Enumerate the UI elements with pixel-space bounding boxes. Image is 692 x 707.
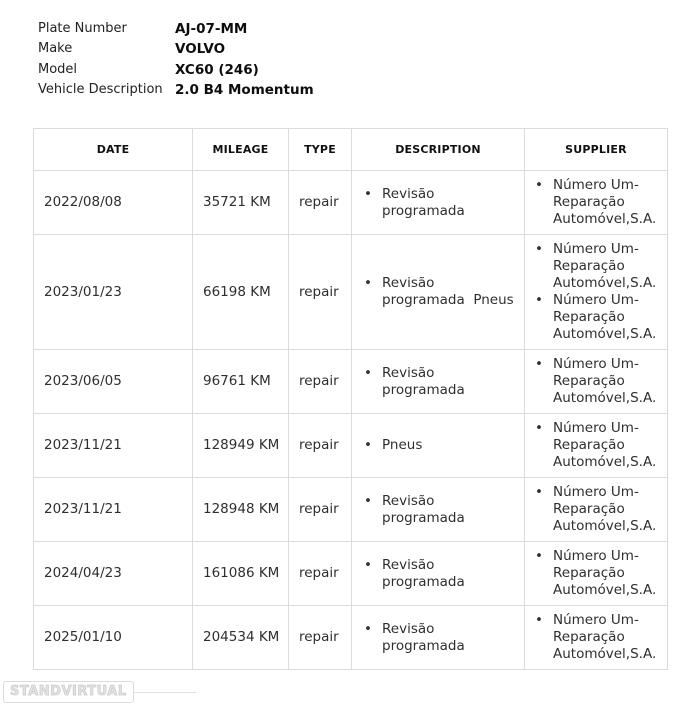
- description-item: [356, 365, 516, 399]
- cell-type: repair: [289, 542, 352, 606]
- cell-date: 2022/08/08: [34, 171, 193, 235]
- supplier-item-text: Número Um-Reparação Automóvel,S.A.: [553, 420, 657, 470]
- description-item: [356, 621, 516, 655]
- cell-date: 2023/06/05: [34, 350, 193, 414]
- description-item-text: Pneus: [382, 437, 423, 453]
- vehicle-field-model: [38, 60, 314, 80]
- supplier-item-text: Número Um-Reparação Automóvel,S.A.: [553, 241, 657, 291]
- table-row: [34, 606, 668, 670]
- cell-supplier: [525, 542, 668, 606]
- cell-type: repair: [289, 478, 352, 542]
- cell-type: repair: [289, 350, 352, 414]
- supplier-item: [529, 292, 663, 343]
- cell-mileage: 35721 KM: [193, 171, 289, 235]
- cell-description: [352, 542, 525, 606]
- description-item-list: [356, 365, 516, 399]
- supplier-item-text: Número Um-Reparação Automóvel,S.A.: [553, 177, 657, 227]
- field-label: Make: [38, 41, 73, 57]
- field-value: VOLVO: [175, 41, 226, 58]
- table-row: [34, 235, 668, 350]
- column-header-description: DESCRIPTION: [352, 129, 525, 171]
- column-header-date: DATE: [34, 129, 193, 171]
- description-item-list: [356, 621, 516, 655]
- cell-description: [352, 235, 525, 350]
- supplier-item: [529, 356, 663, 407]
- supplier-item-list: [529, 548, 663, 599]
- supplier-item-text: Número Um-Reparação Automóvel,S.A.: [553, 484, 657, 534]
- vehicle-field-vehicle-description: [38, 80, 314, 100]
- cell-description: [352, 606, 525, 670]
- description-item: [356, 437, 516, 454]
- field-value: 2.0 B4 Momentum: [175, 81, 314, 98]
- cell-type: repair: [289, 235, 352, 350]
- supplier-item: [529, 177, 663, 228]
- column-header-mileage: MILEAGE: [193, 129, 289, 171]
- supplier-item: [529, 548, 663, 599]
- cell-mileage: 96761 KM: [193, 350, 289, 414]
- table-row: [34, 171, 668, 235]
- standvirtual-logo: STANDVIRTUAL: [3, 681, 134, 703]
- description-item: [356, 186, 516, 220]
- supplier-item: [529, 241, 663, 292]
- supplier-item-text: Número Um-Reparação Automóvel,S.A.: [553, 356, 657, 406]
- supplier-item-list: [529, 241, 663, 343]
- description-item-text: Revisão programada: [382, 185, 465, 219]
- cell-description: [352, 350, 525, 414]
- cell-description: [352, 478, 525, 542]
- cell-date: 2023/01/23: [34, 235, 193, 350]
- supplier-item-list: [529, 177, 663, 228]
- cell-mileage: 66198 KM: [193, 235, 289, 350]
- field-value: XC60 (246): [175, 61, 259, 78]
- table-row: [34, 414, 668, 478]
- supplier-item-list: [529, 420, 663, 471]
- table-row: [34, 542, 668, 606]
- vehicle-info: [38, 19, 314, 100]
- cell-type: repair: [289, 414, 352, 478]
- cell-supplier: [525, 235, 668, 350]
- service-history-table: [33, 128, 668, 670]
- cell-mileage: 161086 KM: [193, 542, 289, 606]
- watermark-line: [134, 692, 196, 693]
- description-item-list: [356, 437, 516, 454]
- watermark: [3, 681, 196, 703]
- column-header-supplier: SUPPLIER: [525, 129, 668, 171]
- cell-type: repair: [289, 606, 352, 670]
- cell-mileage: 128949 KM: [193, 414, 289, 478]
- description-item-list: [356, 186, 516, 220]
- supplier-item: [529, 420, 663, 471]
- cell-date: 2023/11/21: [34, 478, 193, 542]
- description-item-text: Revisão programada: [382, 620, 465, 654]
- cell-supplier: [525, 414, 668, 478]
- description-item: [356, 493, 516, 527]
- cell-description: [352, 414, 525, 478]
- description-item-text: Revisão programada: [382, 364, 465, 398]
- cell-date: 2024/04/23: [34, 542, 193, 606]
- field-label: Vehicle Description: [38, 81, 163, 97]
- supplier-item: [529, 484, 663, 535]
- description-item-list: [356, 275, 516, 309]
- field-value: AJ-07-MM: [175, 21, 248, 37]
- supplier-item-list: [529, 612, 663, 663]
- cell-supplier: [525, 606, 668, 670]
- cell-date: 2025/01/10: [34, 606, 193, 670]
- table-header-row: [34, 129, 668, 171]
- description-item-list: [356, 493, 516, 527]
- supplier-item-list: [529, 484, 663, 535]
- field-label: Model: [38, 61, 78, 77]
- description-item-text: Revisão programada: [382, 492, 465, 526]
- description-item-list: [356, 557, 516, 591]
- cell-supplier: [525, 350, 668, 414]
- table-row: [34, 350, 668, 414]
- cell-supplier: [525, 478, 668, 542]
- description-item-text: Revisão programada: [382, 556, 465, 590]
- description-item: [356, 275, 516, 309]
- supplier-item: [529, 612, 663, 663]
- cell-description: [352, 171, 525, 235]
- cell-type: repair: [289, 171, 352, 235]
- cell-date: 2023/11/21: [34, 414, 193, 478]
- vehicle-field-plate-number: [38, 19, 314, 39]
- supplier-item-text: Número Um-Reparação Automóvel,S.A.: [553, 548, 657, 598]
- cell-supplier: [525, 171, 668, 235]
- cell-mileage: 128948 KM: [193, 478, 289, 542]
- field-label: Plate Number: [38, 21, 127, 36]
- description-item-text: Revisão programada Pneus: [382, 275, 514, 308]
- column-header-type: TYPE: [289, 129, 352, 171]
- supplier-item-text: Número Um-Reparação Automóvel,S.A.: [553, 612, 657, 662]
- supplier-item-text: Número Um-Reparação Automóvel,S.A.: [553, 292, 657, 342]
- cell-mileage: 204534 KM: [193, 606, 289, 670]
- supplier-item-list: [529, 356, 663, 407]
- table-row: [34, 478, 668, 542]
- description-item: [356, 557, 516, 591]
- vehicle-field-make: [38, 39, 314, 59]
